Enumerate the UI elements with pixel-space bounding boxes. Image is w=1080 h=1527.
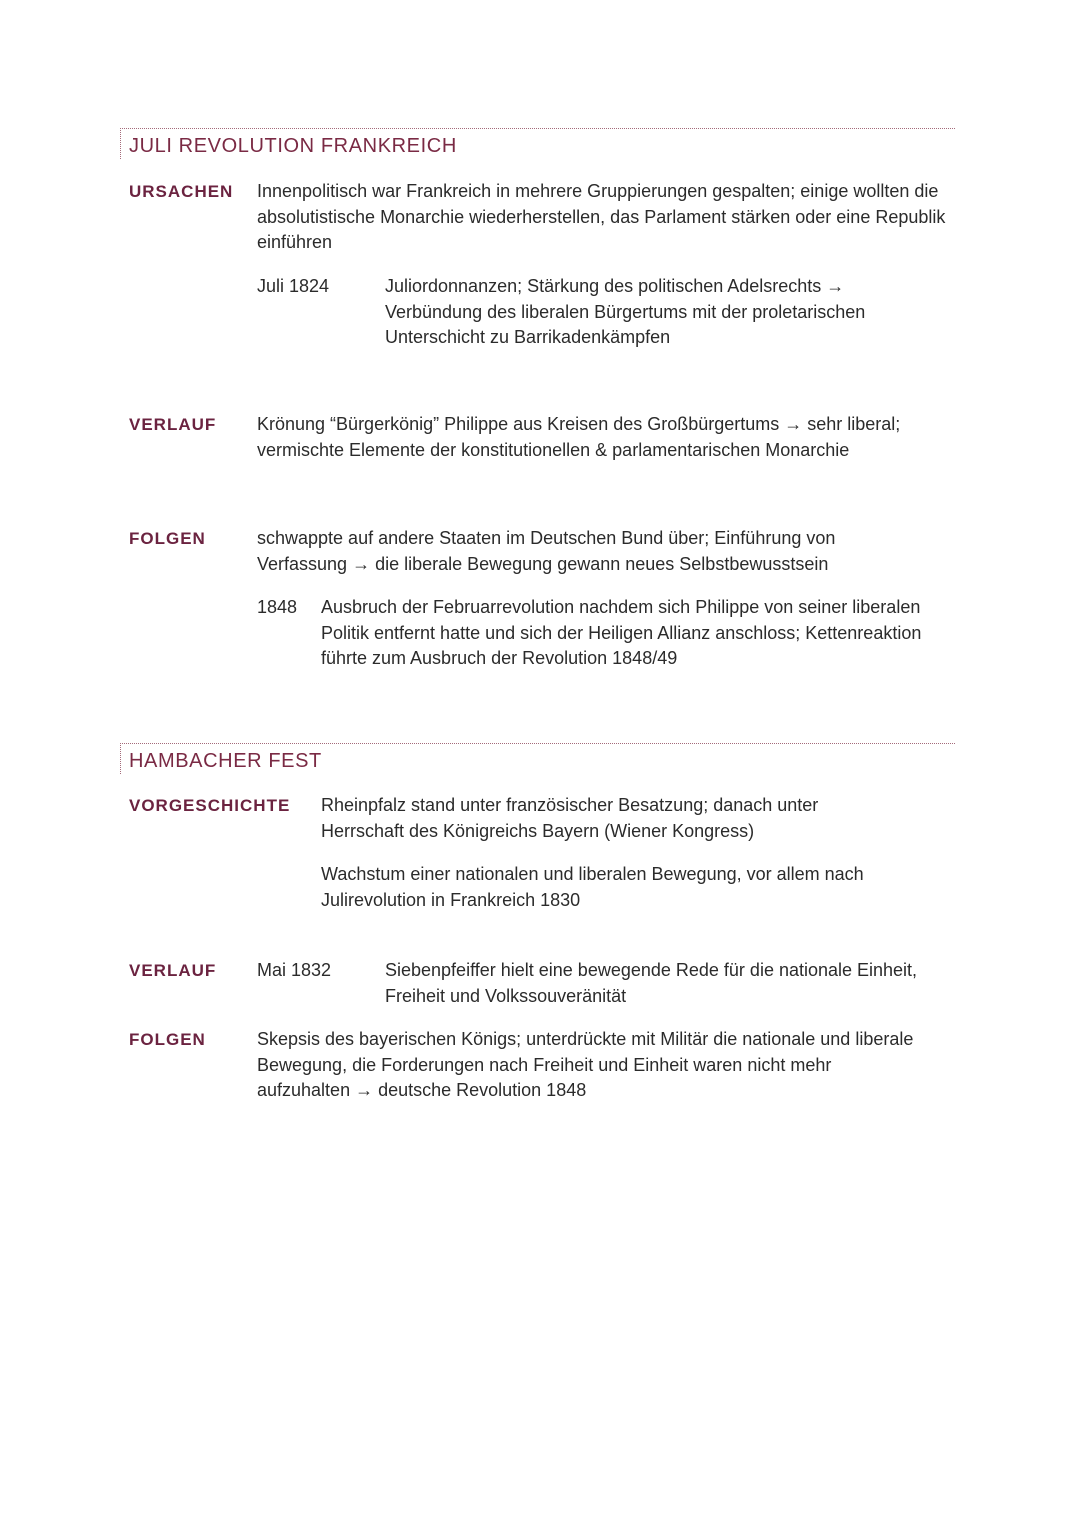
event-date: Mai 1832 — [257, 960, 332, 980]
section-title: JULI REVOLUTION FRANKREICH — [129, 135, 457, 157]
vorgeschichte-text-1: Rheinpfalz stand unter französischer Besatzung; danach unter Herrschaft des Königreichs Bayern (Wiener Kongress) — [321, 795, 819, 841]
label-folgen: FOLGEN — [129, 1030, 206, 1049]
label-verlauf: VERLAUF — [129, 961, 217, 980]
vorgeschichte-text-2: Wachstum einer nationalen und liberalen Bewegung, vor allem nach Julirevolution in Frankreich 1830 — [321, 864, 864, 910]
event-date: 1848 — [257, 597, 298, 617]
event-text: Ausbruch der Februarrevolution nachdem sich Philippe von seiner liberalen Politik entfernt hatte und sich der Heiligen Allianz anschloss; Kettenreaktion führte zum Ausbruch der Revolution 1848/49 — [321, 597, 922, 668]
label-vorgeschichte: VORGESCHICHTE — [129, 796, 291, 815]
label-folgen: FOLGEN — [129, 529, 206, 548]
folgen-text: Skepsis des bayerischen Königs; unterdrückte mit Militär die nationale und liberale Bewegung, die Forderungen nach Freiheit und Einheit waren nicht mehr aufzuhalten → deutsche Revolution 1848 — [257, 1029, 914, 1100]
section-header-juli-revolution — [120, 128, 955, 159]
section-title: HAMBACHER FEST — [129, 750, 322, 772]
verlauf-text: Krönung “Bürgerkönig” Philippe aus Kreisen des Großbürgertums → sehr liberal; vermischte Elemente der konstitutionellen & parlamentarischen Monarchie — [257, 414, 901, 460]
ursachen-text: Innenpolitisch war Frankreich in mehrere Gruppierungen gespalten; einige wollten die absolutistische Monarchie wiederherstellen, das Parlament stärken oder eine Republik einführen — [257, 181, 946, 252]
event-date: Juli 1824 — [257, 276, 330, 296]
folgen-text: schwappte auf andere Staaten im Deutschen Bund über; Einführung von Verfassung → die liberale Bewegung gewann neues Selbstbewusstsein — [257, 528, 836, 574]
label-verlauf: VERLAUF — [129, 415, 217, 434]
event-text: Juliordonnanzen; Stärkung des politischen Adelsrechts → Verbündung des liberalen Bürgertums mit der proletarischen Unterschicht zu Barrikadenkämpfen — [385, 276, 866, 347]
label-ursachen: URSACHEN — [129, 182, 234, 201]
section-header-hambacher-fest — [120, 743, 955, 774]
event-text: Siebenpfeiffer hielt eine bewegende Rede für die nationale Einheit, Freiheit und Volkssouveränität — [385, 960, 918, 1006]
